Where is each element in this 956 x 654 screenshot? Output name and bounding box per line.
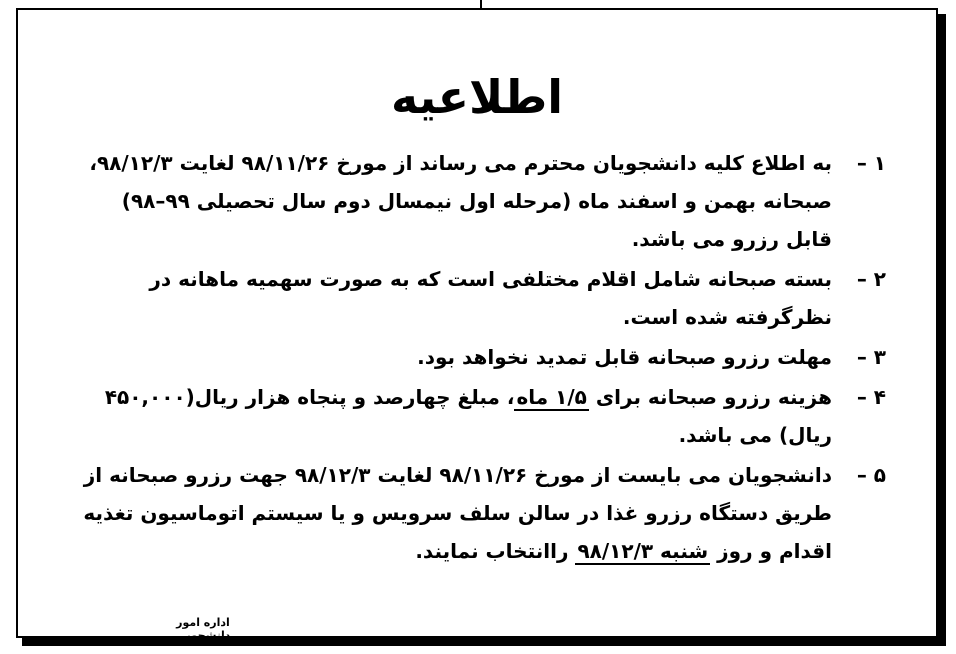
notice-item-3 bbox=[76, 338, 886, 376]
notice-item-2 bbox=[76, 260, 886, 336]
item-number: ۱ – bbox=[856, 151, 886, 175]
item-text bbox=[76, 456, 832, 570]
item-text: بسته صبحانه شامل اقلام مختلفی است که به صورت سهمیه ماهانه در نظرگرفته شده است. bbox=[149, 267, 832, 329]
underlined-date: شنبه ۹۸/۱۲/۳ bbox=[577, 539, 709, 563]
item-text: مهلت رزرو صبحانه قابل تمدید نخواهد بود. bbox=[417, 345, 832, 369]
notice-item-4 bbox=[76, 378, 886, 454]
item-text-before: هزینه رزرو صبحانه برای bbox=[595, 385, 832, 409]
notice-title: اطلاعیه bbox=[390, 70, 564, 124]
item-text-after: راانتخاب نمایند. bbox=[415, 539, 569, 563]
underlined-duration: ۱/۵ ماه bbox=[516, 385, 587, 409]
item-number: ۲ – bbox=[856, 267, 886, 291]
notice-item-5 bbox=[76, 456, 886, 570]
signature-office: اداره امور دانشجویی bbox=[175, 616, 231, 642]
item-text-after: ، مبلغ چهارصد و پنجاه هزار ریال(۴۵۰,۰۰۰ ریال) می باشد. bbox=[104, 385, 832, 447]
notice-body bbox=[76, 144, 886, 570]
item-text-before: دانشجویان می بایست از مورخ ۹۸/۱۱/۲۶ لغایت ۹۸/۱۲/۳ جهت رزرو صبحانه از طریق دستگاه رزرو غذا در سالن سلف سرویس و یا سیستم اتوماسیون تغذیه اقدام و روز bbox=[83, 463, 832, 563]
item-text bbox=[76, 378, 832, 454]
notice-frame bbox=[16, 8, 938, 642]
item-text: به اطلاع کلیه دانشجویان محترم می رساند از مورخ ۹۸/۱۱/۲۶ لغایت ۹۸/۱۲/۳، صبحانه بهمن و اسفند ماه (مرحله اول نیمسال دوم سال تحصیلی ۹۹–۹۸) قابل رزرو می باشد. bbox=[89, 151, 832, 251]
item-number: ۴ – bbox=[856, 385, 886, 409]
item-number: ۵ – bbox=[856, 463, 886, 487]
item-number: ۳ – bbox=[856, 345, 886, 369]
notice-item-1 bbox=[76, 144, 886, 258]
